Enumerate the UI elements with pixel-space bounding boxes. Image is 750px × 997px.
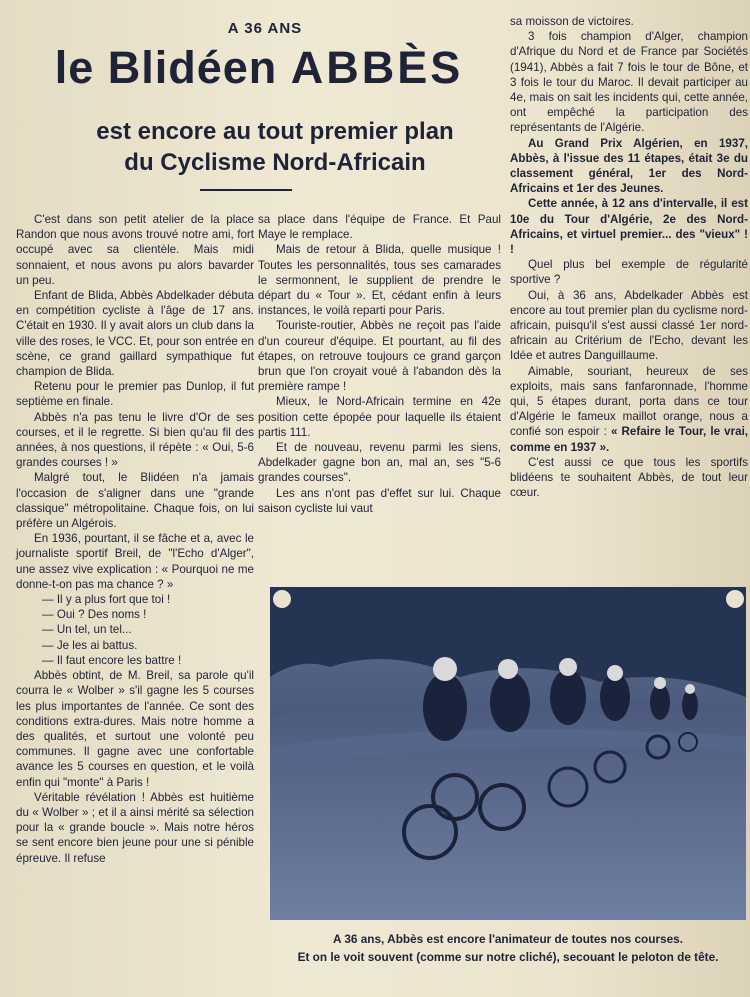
paragraph: 3 fois champion d'Alger, champion d'Afrique du Nord et de France par Sociétés (1941), Abbès a fait 7 fois le tour de Bône, et 3 fois le tour du Maroc. Il devait participer au 4e, mais on sait les incidents qui, cette année, ont empêché la participation des représentants de l'Algérie.	[510, 30, 748, 135]
dialogue-line: — Je les ai battus.	[42, 638, 138, 652]
quote: « Refaire le Tour, le vrai, comme en 1937 ».	[510, 425, 749, 454]
headline	[14, 40, 504, 96]
column-2	[258, 212, 501, 516]
paragraph: Abbès n'a pas tenu le livre d'Or de ses courses, et il le regrette. Si bien qu'au fil des années, à nos questions, il répète : « Oui, 5-6 grandes courses ! »	[16, 410, 254, 470]
paragraph: Retenu pour le premier pas Dunlop, il fut septième en finale.	[16, 380, 254, 409]
paragraph: Et de nouveau, revenu parmi les siens, Abdelkader gagne bon an, mal an, ses "5-6 grandes courses".	[258, 441, 501, 485]
column-3	[510, 14, 748, 501]
headline-prefix: le Blidéen	[54, 42, 278, 93]
caption-line-2: Et on le voit souvent (comme sur notre cliché), secouant le peloton de tête.	[297, 950, 719, 964]
column-1	[16, 212, 254, 866]
paragraph: C'est aussi ce que tous les sportifs blidéens te souhaitent Abbès, de tout leur cœur.	[510, 455, 748, 500]
paragraph: En 1936, pourtant, il se fâche et a, avec le journaliste sportif Breil, de "l'Echo d'Alger", une assez vive explication : « Pourquoi ne me donne-t-on pas ma chance ? »	[16, 532, 254, 591]
subheadline	[60, 116, 490, 178]
cyclists-photo	[270, 587, 746, 920]
kicker: A 36 ANS	[227, 20, 303, 37]
paragraph: Abbès obtint, de M. Breil, sa parole qu'il courra le « Wolber » s'il gagne les 5 courses les plus importantes de l'année. Ce sont des conditions extra-dures. Mais notre homme a des qualités, et surtout une volonté peu communes. Il gagne avec une confortable avance les 5 courses en question, et le voilà enfin qui "monte" à Paris !	[16, 669, 254, 789]
paragraph: sa place dans l'équipe de France. Et Paul Maye le remplace.	[258, 213, 501, 242]
dialogue-line: — Oui ? Des noms !	[42, 608, 147, 622]
paragraph: sa moisson de victoires.	[510, 15, 634, 28]
paragraph: Mais de retour à Blida, quelle musique ! Toutes les personnalités, tous ses camarades le sermonnent, le supplient de prendre le départ du « Tour ». Et, cédant enfin à leurs instances, le voilà reparti pour Paris.	[258, 243, 501, 318]
paragraph: Oui, à 36 ans, Abdelkader Abbès est encore au tout premier plan du cyclisme nord-africain, puisqu'il s'est aussi classé 1er nord-africain au Critérium de l'Echo, devant les Idée et autres Danguillaume.	[510, 288, 748, 363]
headline-name: ABBÈS	[290, 42, 464, 93]
photo-caption	[270, 930, 746, 966]
bold-paragraph: Cette année, à 12 ans d'intervalle, il est 10e du Tour d'Algérie, 2e des Nord-Africains, et virtuel premier... des "vieux" ! !	[510, 197, 748, 257]
dialogue-line: — Il faut encore les battre !	[42, 653, 182, 667]
subhead-line-2: du Cyclisme Nord-Africain	[124, 149, 426, 176]
paragraph: Touriste-routier, Abbès ne reçoit pas l'aide d'un coureur d'équipe. Et pourtant, au fil des étapes, on retrouve toujours ce grand garçon brun que l'on croyait voué à l'abandon dès la première rampe !	[258, 319, 501, 394]
quote-lead: Aimable, souriant, heureux de ses exploits, mais sans fanfaronnade, l'homme qui, 5 étapes durant, porta dans ce tour d'Algérie le fameux maillot orange, nous a confié son espoir :	[510, 364, 748, 439]
caption-line-1: A 36 ans, Abbès est encore l'animateur de toutes nos courses.	[332, 932, 684, 946]
paragraph: Quel plus bel exemple de régularité sportive ?	[510, 258, 748, 287]
paragraph: Enfant de Blida, Abbès Abdelkader débuta en compétition cycliste à l'âge de 17 ans. C'était en 1930. Il y avait alors un club dans la ville des roses, le VCC. Et, pour son entrée en scène, ce grand gaillard sympathique fut champion de Blida.	[16, 289, 254, 379]
cyclists-photo-illustration	[270, 587, 746, 920]
paragraph: Les ans n'ont pas d'effet sur lui. Chaque saison cycliste lui vaut	[258, 486, 501, 515]
paragraph: Malgré tout, le Blidéen n'a jamais l'occasion de s'aligner dans une "grande classique" métropolitaine. Chaque fois, on lui préfère un Algérois.	[16, 471, 254, 531]
title-rule	[200, 189, 292, 191]
paragraph: Mieux, le Nord-Africain termine en 42e position cette épopée pour laquelle ils étaient partis 111.	[258, 395, 501, 439]
dialogue-line: — Un tel, un tel...	[42, 623, 132, 637]
paragraph: Véritable révélation ! Abbès est huitième du « Wolber » ; et il a ainsi mérité sa sélection pour la « grande boucle ». Mais notre héros se sent encore bien jeune pour une si pénible épreuve. Il refuse	[16, 790, 254, 865]
paragraph: C'est dans son petit atelier de la place Randon que nous avons trouvé notre ami, fort occupé avec sa clientèle. Mais midi sonnaient, et nous avons pu alors bavarder un peu.	[16, 213, 254, 287]
bold-paragraph: Au Grand Prix Algérien, en 1937, Abbès, à l'issue des 11 étapes, était 3e du classement général, 1er des Nord-Africains et 1er des Jeunes.	[510, 136, 748, 196]
paragraph	[510, 364, 748, 455]
dialogue-line: — Il y a plus fort que toi !	[42, 593, 171, 607]
subhead-line-1: est encore au tout premier plan	[96, 118, 454, 145]
